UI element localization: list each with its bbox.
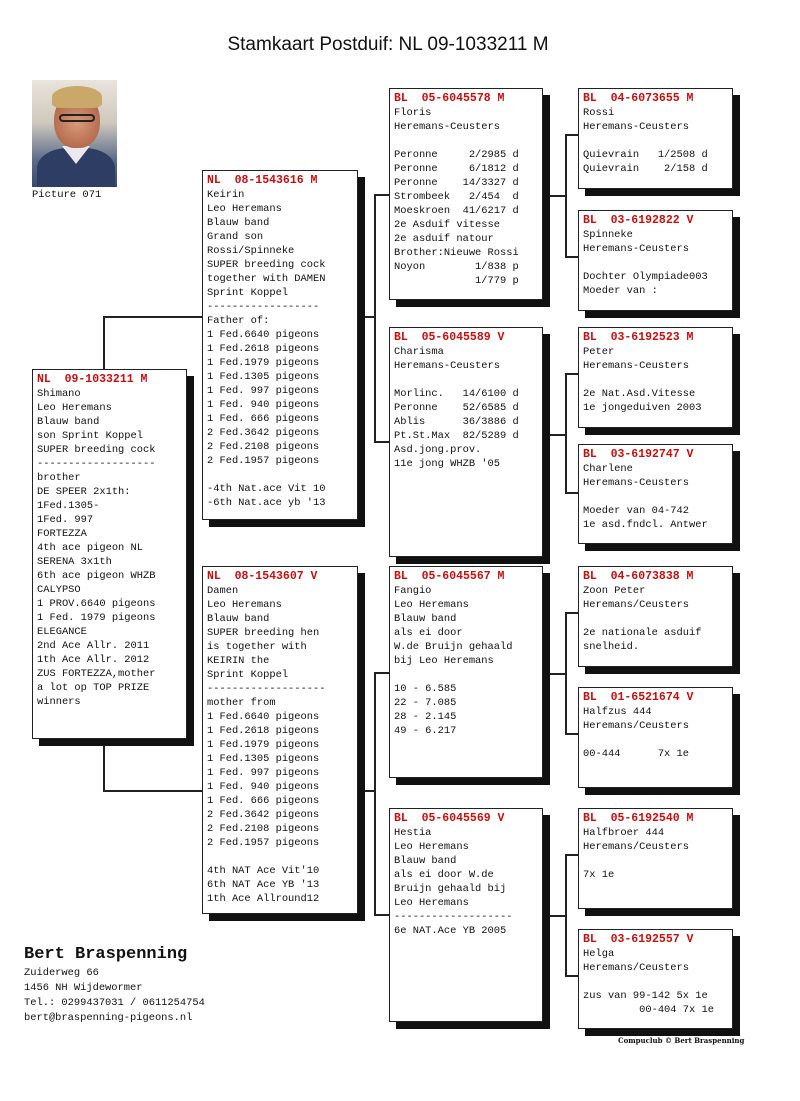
connector-line — [374, 672, 389, 674]
pigeon-card-maternal-grandmother — [389, 808, 543, 1022]
pigeon-card-great-grandparent — [578, 808, 733, 909]
pigeon-card-great-grandparent — [578, 444, 733, 544]
pigeon-info-line: Heremans-Ceusters — [583, 477, 690, 489]
pigeon-info-line: 1e asd.fndcl. Antwer — [583, 519, 708, 531]
connector-line — [565, 373, 567, 493]
pigeon-info-line: Heremans-Ceusters — [583, 360, 690, 372]
pigeon-name: Charlene — [583, 463, 633, 475]
pigeon-info-line: 1 Fed.2618 pigeons — [207, 343, 320, 355]
photo-caption: Picture 071 — [32, 189, 102, 201]
connector-line — [103, 316, 202, 318]
pigeon-info-line: 49 - 6.217 — [394, 725, 457, 737]
pigeon-info-line: Leo Heremans — [207, 203, 282, 215]
connector-line — [549, 434, 565, 436]
pigeon-info-line: Rossi/Spinneke — [207, 245, 295, 257]
owner-email[interactable]: bert@braspenning-pigeons.nl — [24, 1012, 193, 1024]
pigeon-info-line: 00-404 7x 1e — [583, 1004, 714, 1016]
pigeon-info-line: 1 PROV.6640 pigeons — [37, 598, 156, 610]
pigeon-info-line — [583, 612, 728, 626]
pigeon-info-line: 2e Asduif vitesse — [394, 219, 501, 231]
connector-line — [565, 134, 578, 136]
pigeon-info-line: Noyon 1/838 p — [394, 261, 519, 273]
pigeon-name: Halfbroer 444 — [583, 827, 665, 839]
pigeon-info-line: Heremans-Ceusters — [394, 360, 501, 372]
connector-line — [565, 373, 578, 375]
ring-number: NL 08-1543607 V — [207, 570, 318, 583]
connector-line — [374, 194, 389, 196]
pigeon-card-great-grandparent — [578, 566, 733, 667]
pigeon-info-line: Moeder van 04-742 — [583, 505, 690, 517]
pigeon-name: Shimano — [37, 388, 81, 400]
ring-number: NL 09-1033211 M — [37, 373, 148, 386]
pigeon-name: Floris — [394, 107, 432, 119]
pigeon-info-line — [583, 975, 728, 989]
pigeon-info-line: Pt.St.Max 82/5289 d — [394, 430, 519, 442]
pigeon-info-line: 1Fed.1305- — [37, 500, 100, 512]
pigeon-name: Hestia — [394, 827, 432, 839]
owner-name: Bert Braspenning — [24, 945, 188, 964]
software-credit: Compuclub © Bert Braspenning — [618, 1036, 745, 1045]
pigeon-info-line: Heremans/Ceusters — [583, 841, 690, 853]
pigeon-name: Zoon Peter — [583, 585, 646, 597]
connector-line — [374, 194, 376, 442]
pigeon-info-line: Brother:Nieuwe Rossi — [394, 247, 519, 259]
pigeon-info-line — [394, 373, 538, 387]
pigeon-info-line: brother — [37, 472, 81, 484]
pigeon-info-line: Leo Heremans — [207, 599, 282, 611]
connector-line — [103, 316, 105, 369]
pigeon-name: Rossi — [583, 107, 615, 119]
pigeon-info-line: 1 Fed.6640 pigeons — [207, 329, 320, 341]
pigeon-info-line: 2nd Ace Allr. 2011 — [37, 640, 150, 652]
pigeon-info-line: 2e Nat.Asd.Vitesse — [583, 388, 696, 400]
pigeon-card-great-grandparent — [578, 327, 733, 428]
pigeon-info-line: 6th ace pigeon WHZB — [37, 570, 156, 582]
pigeon-info-line: als ei door W.de — [394, 869, 494, 881]
pigeon-info-line: Peronne 2/2985 d — [394, 149, 519, 161]
pigeon-name: Charisma — [394, 346, 444, 358]
pigeon-card-maternal-grandfather — [389, 566, 543, 778]
pigeon-info-line: Ablis 36/3886 d — [394, 416, 519, 428]
pigeon-info-line: 1e jongeduiven 2003 — [583, 402, 702, 414]
pigeon-info-line: 1 Fed. 940 pigeons — [207, 781, 320, 793]
connector-line — [565, 492, 578, 494]
connector-line — [565, 256, 578, 258]
pigeon-info-line: 11e jong WHZB '05 — [394, 458, 501, 470]
pigeon-info-line: 1 Fed.1305 pigeons — [207, 753, 320, 765]
connector-line — [565, 854, 578, 856]
pigeon-info-line: snelheid. — [583, 641, 640, 653]
connector-line — [103, 790, 202, 792]
pigeon-info-line — [583, 490, 728, 504]
ring-number: BL 03-6192557 V — [583, 933, 694, 946]
pigeon-info-line: ------------------ — [207, 301, 320, 313]
connector-line — [549, 195, 565, 197]
pigeon-info-line: 1 Fed.1305 pigeons — [207, 371, 320, 383]
pigeon-card-paternal-grandfather — [389, 88, 543, 300]
ring-number: BL 05-6045569 V — [394, 812, 505, 825]
pigeon-info-line: 2 Fed.3642 pigeons — [207, 809, 320, 821]
pigeon-card-paternal-grandmother — [389, 327, 543, 557]
pigeon-info-line: 1 Fed.2618 pigeons — [207, 725, 320, 737]
pigeon-info-line: Strombeek 2/454 d — [394, 191, 519, 203]
pigeon-info-line: SUPER breeding cock — [207, 259, 326, 271]
connector-line — [364, 790, 374, 792]
pigeon-info-line: ------------------- — [394, 911, 513, 923]
pigeon-name: Peter — [583, 346, 615, 358]
ring-number: NL 08-1543616 M — [207, 174, 318, 187]
pigeon-info-line: a lot op TOP PRIZE — [37, 682, 150, 694]
ring-number: BL 03-6192523 M — [583, 331, 694, 344]
pigeon-info-line: 2 Fed.1957 pigeons — [207, 837, 320, 849]
pigeon-info-line: 1/779 p — [394, 275, 519, 287]
pigeon-card-mother — [202, 566, 358, 914]
pigeon-info-line: ELEGANCE — [37, 626, 87, 638]
connector-line — [549, 915, 565, 917]
pigeon-info-line: Blauw band — [37, 416, 100, 428]
pigeon-info-line — [394, 134, 538, 148]
pigeon-info-line — [394, 668, 538, 682]
pigeon-info-line: 1 Fed. 666 pigeons — [207, 795, 320, 807]
ring-number: BL 05-6045589 V — [394, 331, 505, 344]
pigeon-info-line: 1 Fed. 997 pigeons — [207, 767, 320, 779]
pigeon-card-father — [202, 170, 358, 520]
ring-number: BL 05-6192540 M — [583, 812, 694, 825]
pigeon-card-great-grandparent — [578, 687, 733, 788]
pigeon-info-line: Leo Heremans — [394, 599, 469, 611]
connector-line — [374, 441, 389, 443]
pigeon-info-line: Blauw band — [207, 217, 270, 229]
ring-number: BL 03-6192822 V — [583, 214, 694, 227]
pigeon-name: Keirin — [207, 189, 245, 201]
pigeon-info-line: Dochter Olympiade003 — [583, 271, 708, 283]
ring-number: BL 03-6192747 V — [583, 448, 694, 461]
owner-city: 1456 NH Wijdewormer — [24, 982, 143, 994]
pigeon-info-line: Moeder van : — [583, 285, 658, 297]
pigeon-info-line: Quievrain 2/158 d — [583, 163, 708, 175]
pigeon-info-line: 2e nationale asduif — [583, 627, 702, 639]
pigeon-info-line: Leo Heremans — [37, 402, 112, 414]
pigeon-info-line: 1 Fed.1979 pigeons — [207, 739, 320, 751]
connector-line — [364, 316, 374, 318]
connector-line — [374, 914, 389, 916]
pigeon-info-line: 2 Fed.2108 pigeons — [207, 823, 320, 835]
pigeon-info-line: ------------------- — [37, 458, 156, 470]
pigeon-info-line: Peronne 6/1812 d — [394, 163, 519, 175]
pigeon-info-line: Peronne 14/3327 d — [394, 177, 519, 189]
owner-contact — [24, 944, 205, 1026]
pigeon-info-line: als ei door — [394, 627, 463, 639]
owner-phone: Tel.: 0299437031 / 0611254754 — [24, 997, 205, 1009]
pigeon-name: Spinneke — [583, 229, 633, 241]
pigeon-info-line: 1th Ace Allr. 2012 — [37, 654, 150, 666]
connector-line — [565, 612, 578, 614]
pigeon-info-line: 2e asduif natour — [394, 233, 494, 245]
pigeon-info-line — [583, 854, 728, 868]
pigeon-info-line: Peronne 52/6585 d — [394, 402, 519, 414]
pigeon-info-line: Bruijn gehaald bij — [394, 883, 507, 895]
pigeon-info-line: Blauw band — [207, 613, 270, 625]
pigeon-info-line: Heremans/Ceusters — [583, 720, 690, 732]
pigeon-name: Damen — [207, 585, 239, 597]
pigeon-info-line: Moeskroen 41/6217 d — [394, 205, 519, 217]
pigeon-info-line: 1 Fed. 940 pigeons — [207, 399, 320, 411]
pigeon-info-line: 1 Fed. 997 pigeons — [207, 385, 320, 397]
pigeon-info-line: 1th Ace Allround12 — [207, 893, 320, 905]
pigeon-info-line: Heremans-Ceusters — [583, 243, 690, 255]
pigeon-info-line: 4th NAT Ace Vit'10 — [207, 865, 320, 877]
ring-number: BL 04-6073838 M — [583, 570, 694, 583]
pigeon-info-line — [207, 468, 353, 482]
pigeon-info-line: Quievrain 1/2508 d — [583, 149, 708, 161]
pigeon-info-line: 6e NAT.Ace YB 2005 — [394, 925, 507, 937]
pigeon-card-subject — [32, 369, 187, 739]
pigeon-info-line: Leo Heremans — [394, 897, 469, 909]
owner-photo — [32, 80, 117, 187]
ring-number: BL 05-6045567 M — [394, 570, 505, 583]
pigeon-info-line: Leo Heremans — [394, 841, 469, 853]
pigeon-card-great-grandparent — [578, 929, 733, 1029]
pigeon-info-line — [583, 134, 728, 148]
pigeon-info-line: W.de Bruijn gehaald — [394, 641, 513, 653]
pigeon-info-line: FORTEZZA — [37, 528, 87, 540]
pigeon-info-line: Morlinc. 14/6100 d — [394, 388, 519, 400]
connector-line — [103, 745, 105, 790]
owner-address: Zuiderweg 66 — [24, 967, 99, 979]
pigeon-info-line — [583, 256, 728, 270]
pigeon-info-line: winners — [37, 696, 81, 708]
pigeon-info-line: 22 - 7.085 — [394, 697, 457, 709]
pigeon-info-line: ZUS FORTEZZA,mother — [37, 668, 156, 680]
pigeon-info-line: Grand son — [207, 231, 264, 243]
pigeon-info-line: 1 Fed.6640 pigeons — [207, 711, 320, 723]
pigeon-info-line: Heremans/Ceusters — [583, 962, 690, 974]
pigeon-card-great-grandparent — [578, 210, 733, 311]
pigeon-info-line: 6th NAT Ace YB '13 — [207, 879, 320, 891]
pigeon-info-line: 4th ace pigeon NL — [37, 542, 144, 554]
pigeon-info-line: Heremans/Ceusters — [583, 599, 690, 611]
pigeon-name: Fangio — [394, 585, 432, 597]
page-title: Stamkaart Postduif: NL 09-1033211 M — [227, 34, 549, 55]
pigeon-info-line: together with DAMEN — [207, 273, 326, 285]
connector-line — [565, 975, 578, 977]
pigeon-info-line: 10 - 6.585 — [394, 683, 457, 695]
pigeon-info-line: is together with — [207, 641, 307, 653]
pigeon-info-line — [583, 373, 728, 387]
connector-line — [565, 612, 567, 734]
ring-number: BL 04-6073655 M — [583, 92, 694, 105]
pigeon-info-line: 1 Fed. 1979 pigeons — [37, 612, 156, 624]
pigeon-info-line: 7x 1e — [583, 869, 615, 881]
pigeon-info-line: ------------------- — [207, 683, 326, 695]
connector-line — [549, 673, 565, 675]
pigeon-info-line: 1 Fed. 666 pigeons — [207, 413, 320, 425]
pigeon-info-line: Heremans-Ceusters — [394, 121, 501, 133]
connector-line — [565, 134, 567, 256]
pigeon-info-line: 2 Fed.1957 pigeons — [207, 455, 320, 467]
pigeon-info-line — [207, 850, 353, 864]
pigeon-info-line: Sprint Koppel — [207, 287, 289, 299]
pigeon-info-line: 2 Fed.3642 pigeons — [207, 427, 320, 439]
pigeon-info-line: 00-444 7x 1e — [583, 748, 690, 760]
ring-number: BL 01-6521674 V — [583, 691, 694, 704]
pigeon-info-line: zus van 99-142 5x 1e — [583, 990, 708, 1002]
pigeon-info-line: SUPER breeding cock — [37, 444, 156, 456]
ring-number: BL 05-6045578 M — [394, 92, 505, 105]
pigeon-info-line: Blauw band — [394, 613, 457, 625]
pigeon-card-great-grandparent — [578, 88, 733, 189]
pigeon-info-line: 28 - 2.145 — [394, 711, 457, 723]
pigeon-info-line: SERENA 3x1th — [37, 556, 112, 568]
pigeon-name: Helga — [583, 948, 615, 960]
connector-line — [565, 854, 567, 976]
pigeon-info-line: Blauw band — [394, 855, 457, 867]
pigeon-info-line: -4th Nat.ace Vit 10 — [207, 483, 326, 495]
pigeon-info-line: bij Leo Heremans — [394, 655, 494, 667]
pigeon-info-line: mother from — [207, 697, 276, 709]
pigeon-info-line: 2 Fed.2108 pigeons — [207, 441, 320, 453]
connector-line — [565, 733, 578, 735]
pigeon-info-line: Sprint Koppel — [207, 669, 289, 681]
pigeon-info-line: CALYPSO — [37, 584, 81, 596]
pigeon-name: Halfzus 444 — [583, 706, 652, 718]
pigeon-info-line: DE SPEER 2x1th: — [37, 486, 131, 498]
pigeon-info-line: Father of: — [207, 315, 270, 327]
pigeon-info-line: Asd.jong.prov. — [394, 444, 482, 456]
pigeon-info-line — [583, 733, 728, 747]
connector-line — [374, 672, 376, 915]
pigeon-info-line: 1Fed. 997 — [37, 514, 94, 526]
pigeon-info-line: KEIRIN the — [207, 655, 270, 667]
pigeon-info-line: 1 Fed.1979 pigeons — [207, 357, 320, 369]
pigeon-info-line: -6th Nat.ace yb '13 — [207, 497, 326, 509]
pigeon-info-line: son Sprint Koppel — [37, 430, 144, 442]
pigeon-info-line: Heremans-Ceusters — [583, 121, 690, 133]
pigeon-info-line: SUPER breeding hen — [207, 627, 320, 639]
